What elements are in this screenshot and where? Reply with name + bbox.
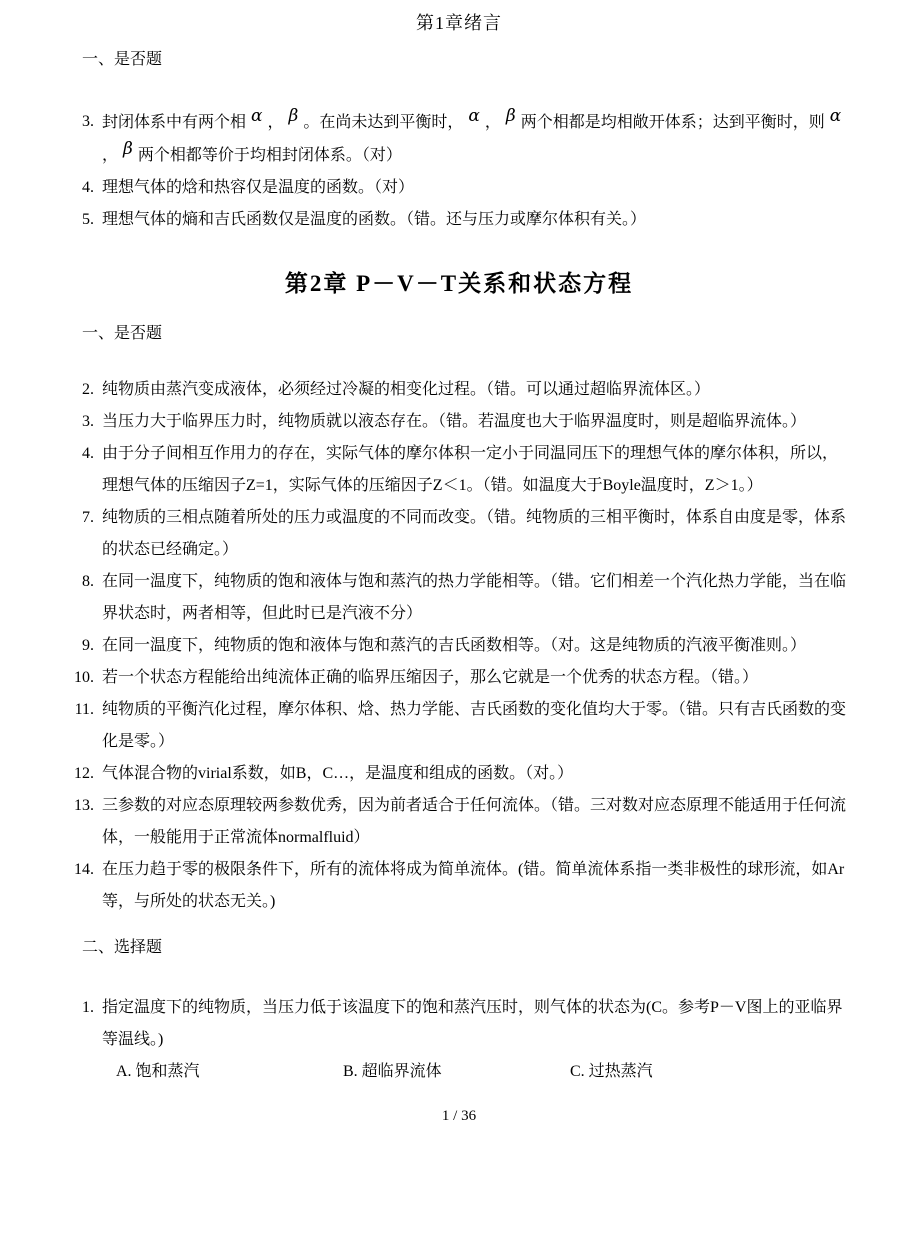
question-text: 在压力趋于零的极限条件下，所有的流体将成为简单流体。(错。简单流体系指一类非极性的球形流，如Ar等，与所处的状态无关。) [102, 861, 845, 910]
question-item [70, 106, 848, 172]
question-number: 2. [82, 381, 94, 398]
text-segment: 两个相都等价于均相封闭体系。（对） [137, 147, 402, 164]
question-item [70, 566, 848, 630]
question-number: 7. [82, 509, 94, 526]
question-number: 12. [74, 765, 94, 782]
question-number: 5. [82, 211, 94, 228]
greek-symbol: β [288, 106, 299, 126]
question-number: 9. [82, 637, 94, 654]
text-segment: ， [267, 114, 284, 131]
text-segment: 封闭体系中有两个相 [102, 114, 247, 131]
question-item [70, 630, 848, 662]
question-text [102, 106, 848, 172]
question-list-ch2 [70, 374, 848, 918]
question-number: 3. [82, 113, 94, 130]
question-number: 3. [82, 413, 94, 430]
question-item [70, 374, 848, 406]
page-number: 1 / 36 [441, 1108, 477, 1124]
section-heading-truefalse-ch1: 一、是否题 [82, 51, 163, 68]
question-text: 当压力大于临界压力时，纯物质就以液态存在。（错。若温度也大于临界温度时，则是超临界流体。） [102, 413, 807, 430]
question-list-ch1 [70, 106, 848, 236]
question-item [70, 406, 848, 438]
choice-question-item [70, 992, 848, 1056]
question-text: 气体混合物的virial系数，如B，C…，是温度和组成的函数。（对。） [102, 765, 574, 782]
question-text: 由于分子间相互作用力的存在，实际气体的摩尔体积一定小于同温同压下的理想气体的摩尔体积，所以，理想气体的压缩因子Z=1，实际气体的压缩因子Z＜1。（错。如温度大于Boyle温度时，Z＞1。） [102, 445, 839, 494]
greek-symbol: β [123, 139, 133, 159]
question-item [70, 662, 848, 694]
greek-symbol: β [505, 106, 516, 126]
question-number: 4. [82, 179, 94, 196]
question-text: 理想气体的熵和吉氏函数仅是温度的函数。（错。还与压力或摩尔体积有关。） [102, 211, 647, 228]
question-text: 在同一温度下，纯物质的饱和液体与饱和蒸汽的吉氏函数相等。（对。这是纯物质的汽液平衡准则。） [102, 637, 807, 654]
question-item [70, 694, 848, 758]
question-number: 8. [82, 573, 94, 590]
section-heading-multiplechoice-ch2: 二、选择题 [82, 939, 163, 956]
text-segment: ， [102, 147, 119, 164]
question-text: 纯物质的平衡汽化过程，摩尔体积、焓、热力学能、吉氏函数的变化值均大于零。（错。只有吉氏函数的变化是零。） [102, 701, 847, 750]
question-number: 14. [74, 861, 94, 878]
option-c: C. 过热蒸汽 [570, 1063, 653, 1080]
question-item [70, 790, 848, 854]
option-b: B. 超临界流体 [343, 1063, 442, 1080]
question-number: 13. [74, 797, 94, 814]
question-item [70, 438, 848, 502]
question-item [70, 854, 848, 918]
text-segment: 。在尚未达到平衡时， [303, 114, 464, 131]
question-number: 4. [82, 445, 94, 462]
question-item [70, 204, 848, 236]
greek-symbol: α [468, 106, 480, 126]
question-text: 纯物质的三相点随着所处的压力或温度的不同而改变。（错。纯物质的三相平衡时，体系自由度是零，体系的状态已经确定。） [102, 509, 847, 558]
question-text: 在同一温度下，纯物质的饱和液体与饱和蒸汽的热力学能相等。（错。它们相差一个汽化热力学能，当在临界状态时，两者相等，但此时已是汽液不分） [102, 573, 847, 622]
question-item [70, 758, 848, 790]
question-number: 1. [82, 999, 94, 1016]
greek-symbol: α [251, 106, 263, 126]
chapter-1-title: 第1章绪言 [416, 13, 502, 33]
choice-options-row [116, 1056, 848, 1088]
question-text: 纯物质由蒸汽变成液体，必须经过冷凝的相变化过程。（错。可以通过超临界流体区。） [102, 381, 711, 398]
text-segment: 两个相都是均相敞开体系；达到平衡时，则 [520, 114, 825, 131]
question-number: 10. [74, 669, 94, 686]
question-text: 理想气体的焓和热容仅是温度的函数。（对） [102, 179, 415, 196]
text-segment: ， [484, 114, 501, 131]
chapter-2-title: 第2章 P－V－T关系和状态方程 [284, 271, 634, 296]
option-a: A. 饱和蒸汽 [116, 1063, 200, 1080]
question-number: 11. [74, 701, 94, 718]
question-item [70, 172, 848, 204]
question-text: 指定温度下的纯物质，当压力低于该温度下的饱和蒸汽压时，则气体的状态为(C。参考P－V图上的亚临界等温线。) [102, 999, 843, 1048]
question-item [70, 502, 848, 566]
question-text: 若一个状态方程能给出纯流体正确的临界压缩因子，那么它就是一个优秀的状态方程。（错。） [102, 669, 759, 686]
greek-symbol: α [829, 106, 842, 126]
question-text: 三参数的对应态原理较两参数优秀，因为前者适合于任何流体。（错。三对数对应态原理不能适用于任何流体，一般能用于正常流体normalfluid） [102, 797, 847, 846]
section-heading-truefalse-ch2: 一、是否题 [82, 325, 163, 342]
